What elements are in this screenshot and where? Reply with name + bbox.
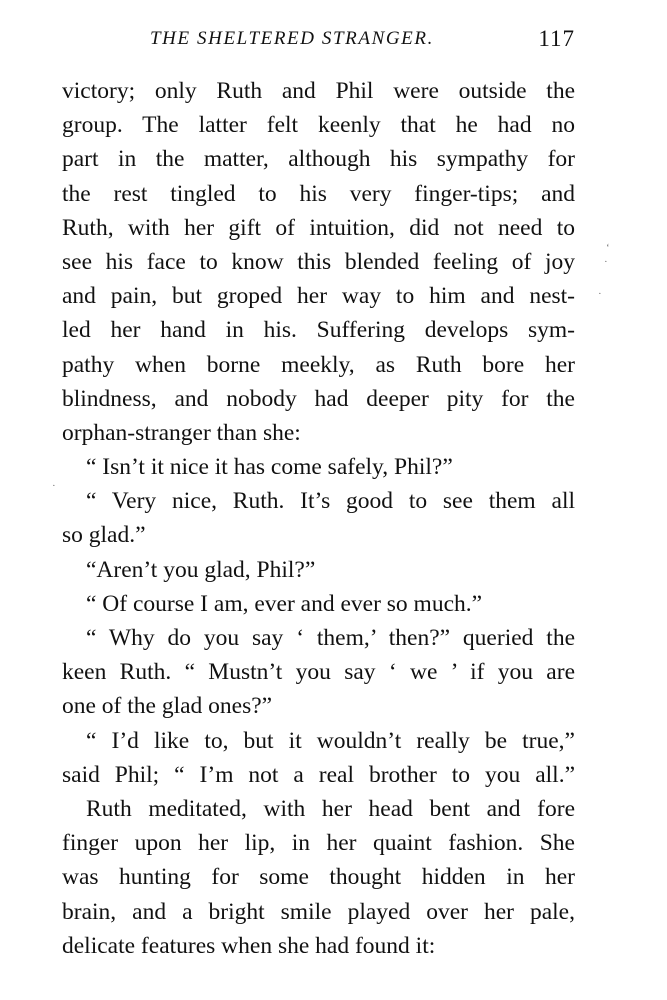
margin-speck: ·	[604, 256, 608, 268]
text-line: see his face to know this blended feeling of joy	[62, 248, 575, 275]
text-line: “ Isn’t it nice it has come safely, Phil?”	[86, 454, 453, 481]
running-title: THE SHELTERED STRANGER.	[150, 28, 434, 49]
text-line: blindness, and nobody had deeper pity for the	[62, 385, 575, 412]
margin-speck: ·	[598, 288, 602, 300]
body-text	[62, 74, 575, 963]
text-line: “ Very nice, Ruth. It’s good to see them all	[86, 488, 575, 515]
text-line: keen Ruth. “ Mustn’t you say ‘ we ’ if you are	[62, 659, 575, 686]
text-line: Ruth, with her gift of intuition, did not need to	[62, 214, 575, 241]
text-line: Ruth meditated, with her head bent and fore	[86, 795, 575, 822]
text-line: “ Why do you say ‘ them,’ then?” queried the	[86, 625, 575, 651]
text-line: one of the glad ones?”	[62, 693, 273, 720]
text-line: the rest tingled to his very finger-tips; and	[62, 180, 575, 207]
text-line: “ I’d like to, but it wouldn’t really be true,”	[86, 727, 575, 754]
text-line: pathy when borne meekly, as Ruth bore her	[62, 351, 575, 378]
margin-speck: ·	[52, 480, 56, 492]
text-line: “Aren’t you glad, Phil?”	[86, 556, 316, 583]
text-line: victory; only Ruth and Phil were outside the	[62, 78, 575, 104]
text-line: brain, and a bright smile played over her pale,	[62, 898, 575, 925]
text-line: delicate features when she had found it:	[62, 932, 436, 959]
text-line: group. The latter felt keenly that he had no	[62, 112, 575, 139]
running-head	[62, 28, 575, 58]
text-line: said Phil; “ I’m not a real brother to you all.”	[62, 761, 575, 788]
text-line: orphan-stranger than she:	[62, 419, 301, 446]
margin-speck: ‘	[606, 242, 610, 254]
text-line: so glad.”	[62, 522, 146, 549]
text-line: finger upon her lip, in her quaint fashion. She	[62, 830, 575, 857]
text-line: led her hand in his. Suffering develops sym-	[62, 317, 575, 344]
text-line: “ Of course I am, ever and ever so much.”	[86, 590, 483, 617]
text-line: and pain, but groped her way to him and nest-	[62, 283, 575, 310]
text-line: part in the matter, although his sympathy for	[62, 146, 575, 173]
page-number: 117	[538, 26, 575, 51]
text-line: was hunting for some thought hidden in her	[62, 864, 575, 891]
